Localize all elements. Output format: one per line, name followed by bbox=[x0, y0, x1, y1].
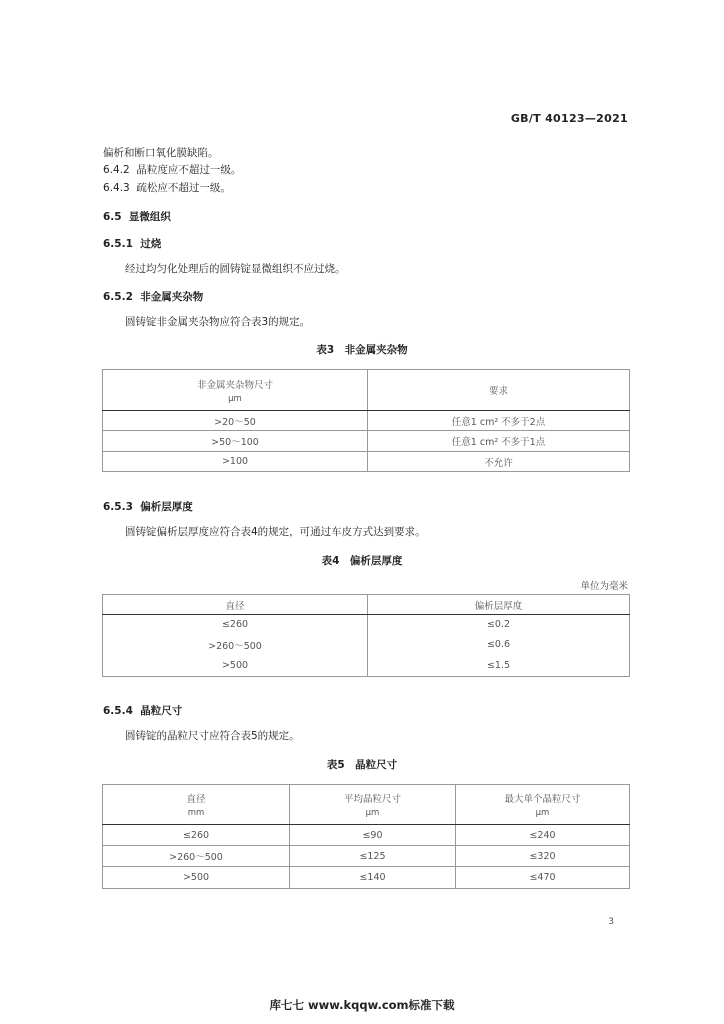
table-header-cell: 最大单个晶粒尺寸 μm bbox=[456, 785, 630, 825]
table-cell: ≤260 bbox=[103, 615, 368, 635]
table-cell: >100 bbox=[103, 452, 368, 472]
table-cell: ≤0.2 bbox=[368, 615, 630, 635]
clause-number: 6.4.3 bbox=[103, 182, 130, 194]
table-cell: 不允许 bbox=[368, 452, 630, 472]
clause-text: 疏松应不超过一级。 bbox=[136, 182, 231, 194]
section-6-5-1-text: 经过均匀化处理后的圆铸锭显微组织不应过烧。 bbox=[125, 263, 346, 275]
table-cell: >500 bbox=[103, 867, 290, 889]
standard-number: GB/T 40123—2021 bbox=[510, 112, 628, 125]
table-3-nonmetallic-inclusions bbox=[102, 369, 630, 472]
table-cell: ≤140 bbox=[290, 867, 456, 889]
section-title: 过烧 bbox=[140, 238, 162, 250]
table-header-cell: 要求 bbox=[368, 370, 630, 411]
table-cell: ≤1.5 bbox=[368, 655, 630, 677]
table-4-unit-note: 单位为毫米 bbox=[580, 581, 628, 592]
paragraph-continuation: 偏析和断口氧化膜缺陷。 bbox=[103, 147, 219, 159]
table-row bbox=[103, 431, 630, 452]
table-cell: >260～500 bbox=[103, 635, 368, 655]
section-6-5-4-heading bbox=[103, 703, 182, 718]
clause-6-4-3 bbox=[103, 181, 231, 195]
table-cell: ≤90 bbox=[290, 825, 456, 846]
section-6-5-2-heading bbox=[103, 289, 203, 304]
table-cell: ≤240 bbox=[456, 825, 630, 846]
table-cell: ≤470 bbox=[456, 867, 630, 889]
section-6-5-1-heading bbox=[103, 236, 161, 251]
section-title: 显微组织 bbox=[128, 211, 171, 223]
footer-watermark-link[interactable]: 库七七 www.kqqw.com标准下载 bbox=[269, 998, 455, 1012]
table-row bbox=[103, 867, 630, 889]
table-header-cell: 非金属夹杂物尺寸 μm bbox=[103, 370, 368, 411]
section-number: 6.5 bbox=[103, 211, 122, 223]
table-cell: 任意1 cm² 不多于1点 bbox=[368, 431, 630, 452]
section-title: 非金属夹杂物 bbox=[140, 291, 204, 303]
table-header-cell: 直径 bbox=[103, 595, 368, 615]
table-4-segregation-thickness bbox=[102, 594, 630, 677]
table-cell: >50～100 bbox=[103, 431, 368, 452]
section-title: 晶粒尺寸 bbox=[140, 705, 183, 717]
table-row bbox=[103, 846, 630, 867]
section-number: 6.5.1 bbox=[103, 238, 133, 250]
table-cell: ≤0.6 bbox=[368, 635, 630, 655]
table-row bbox=[103, 825, 630, 846]
section-6-5-2-text: 圆铸锭非金属夹杂物应符合表3的规定。 bbox=[125, 316, 311, 328]
table-row bbox=[103, 411, 630, 431]
table-row bbox=[103, 615, 630, 635]
table-row bbox=[103, 635, 630, 655]
table-header-cell: 偏析层厚度 bbox=[368, 595, 630, 615]
table-cell: ≤260 bbox=[103, 825, 290, 846]
table-cell: 任意1 cm² 不多于2点 bbox=[368, 411, 630, 431]
section-number: 6.5.2 bbox=[103, 291, 133, 303]
table-row bbox=[103, 452, 630, 472]
section-6-5-4-text: 圆铸锭的晶粒尺寸应符合表5的规定。 bbox=[125, 730, 300, 742]
page-number: 3 bbox=[608, 917, 614, 927]
section-number: 6.5.4 bbox=[103, 705, 133, 717]
clause-text: 晶粒度应不超过一级。 bbox=[136, 164, 242, 176]
section-title: 偏析层厚度 bbox=[140, 501, 193, 513]
section-6-5-heading bbox=[103, 209, 171, 224]
table-cell: ≤320 bbox=[456, 846, 630, 867]
table-3-caption: 表3 非金属夹杂物 bbox=[316, 344, 408, 356]
clause-number: 6.4.2 bbox=[103, 164, 130, 176]
table-cell: ≤125 bbox=[290, 846, 456, 867]
table-header-cell: 平均晶粒尺寸 μm bbox=[290, 785, 456, 825]
table-5-grain-size bbox=[102, 784, 630, 889]
section-number: 6.5.3 bbox=[103, 501, 133, 513]
table-header-cell: 直径 mm bbox=[103, 785, 290, 825]
table-cell: >20～50 bbox=[103, 411, 368, 431]
table-5-caption: 表5 晶粒尺寸 bbox=[326, 759, 398, 771]
clause-6-4-2 bbox=[103, 163, 241, 177]
section-6-5-3-text: 圆铸锭偏析层厚度应符合表4的规定，可通过车皮方式达到要求。 bbox=[125, 526, 426, 538]
table-cell: >500 bbox=[103, 655, 368, 677]
table-4-caption: 表4 偏析层厚度 bbox=[321, 555, 403, 567]
table-cell: >260～500 bbox=[103, 846, 290, 867]
section-6-5-3-heading bbox=[103, 499, 193, 514]
table-row bbox=[103, 655, 630, 677]
